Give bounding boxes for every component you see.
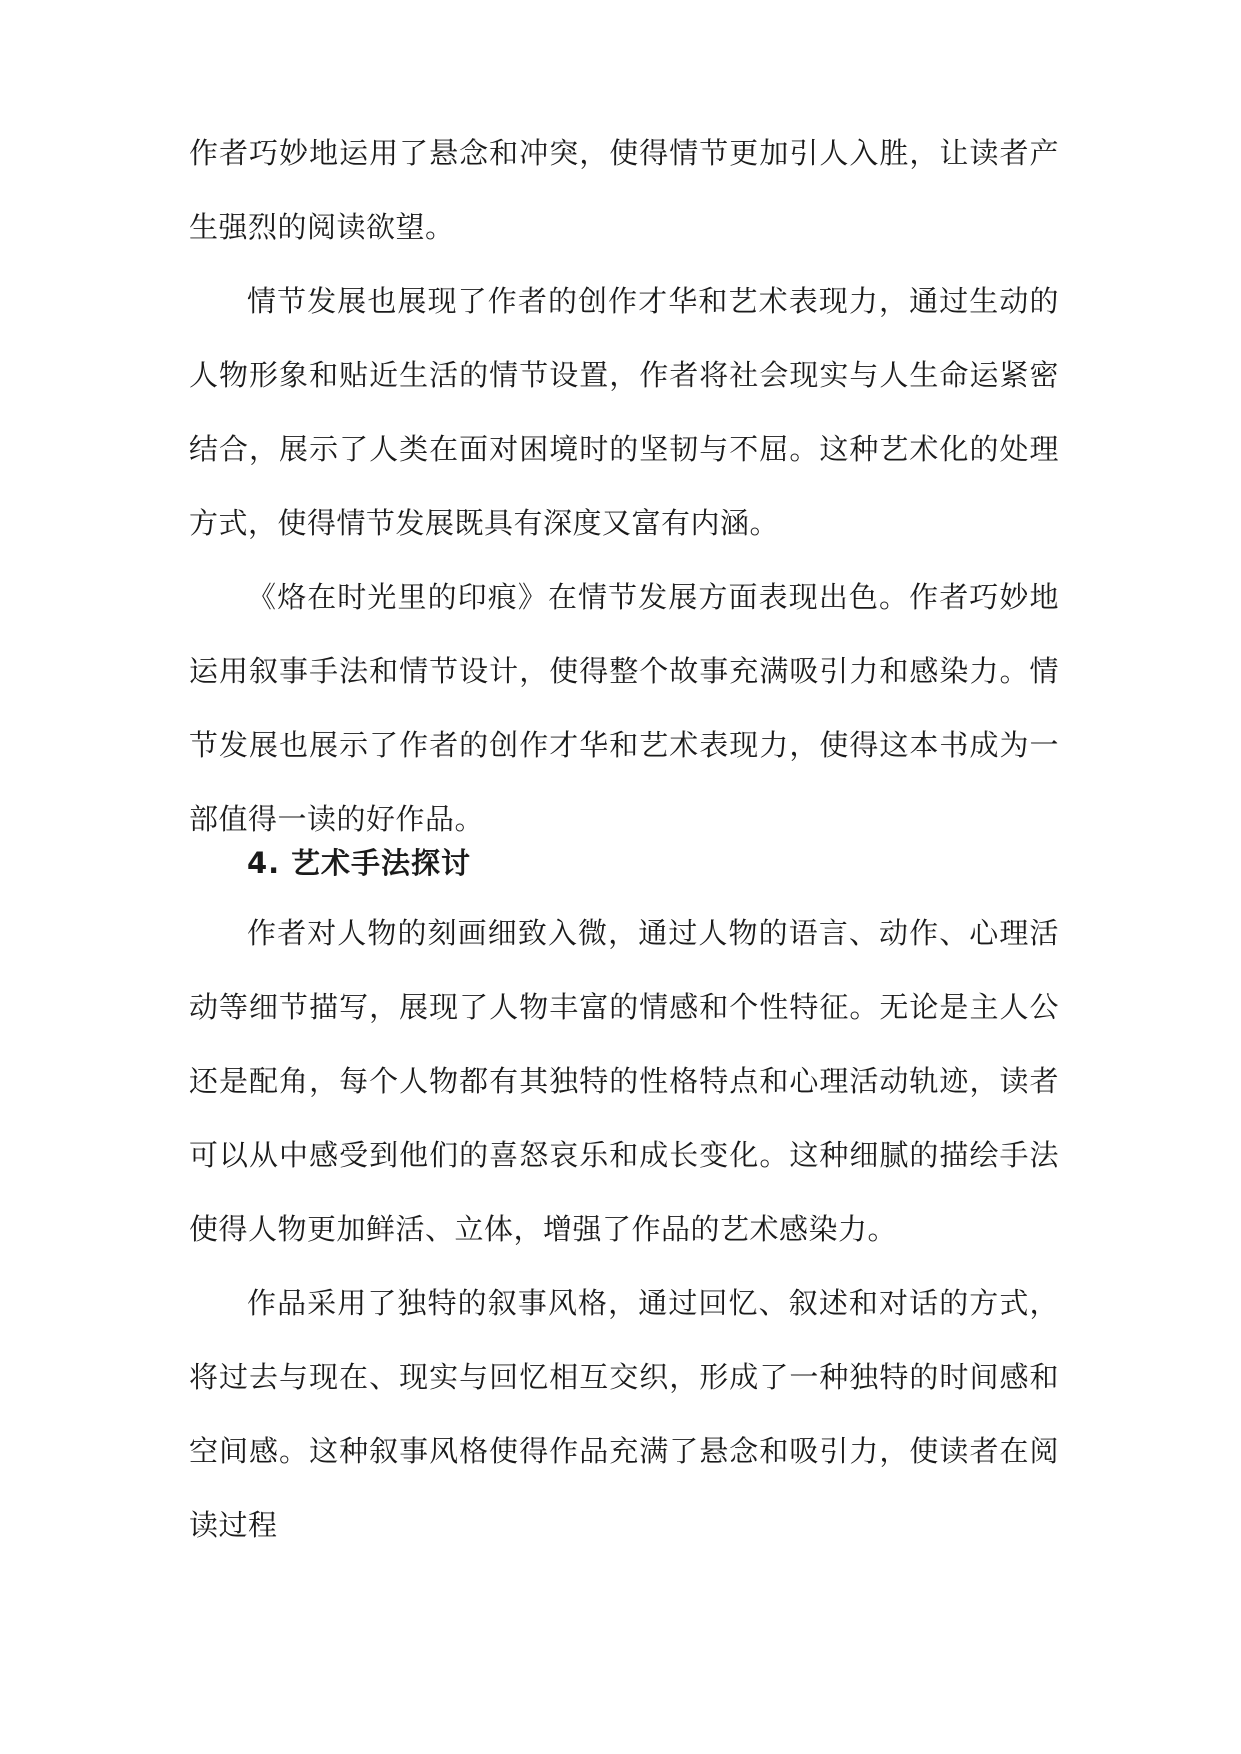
section-heading [247, 826, 471, 900]
paragraph-plot-talent: 情节发展也展现了作者的创作才华和艺术表现力，通过生动的人物形象和贴近生活的情节设置，作者将社会现实与人生命运紧密结合，展示了人类在面对困境时的坚韧与不屈。这种艺术化的处理方式，使得情节发展既具有深度又富有内涵。 [189, 284, 1059, 540]
paragraph-plot-summary: 《烙在时光里的印痕》在情节发展方面表现出色。作者巧妙地运用叙事手法和情节设计，使得整个故事充满吸引力和感染力。情节发展也展示了作者的创作才华和艺术表现力，使得这本书成为一部值得一读的好作品。 [189, 580, 1059, 836]
paragraph-narrative-style: 作品采用了独特的叙事风格，通过回忆、叙述和对话的方式，将过去与现在、现实与回忆相互交织，形成了一种独特的时间感和空间感。这种叙事风格使得作品充满了悬念和吸引力，使读者在阅读过程 [189, 1286, 1059, 1542]
paragraph-continued: 作者巧妙地运用了悬念和冲突，使得情节更加引人入胜，让读者产生强烈的阅读欲望。 [189, 136, 1059, 244]
paragraph-characterization: 作者对人物的刻画细致入微，通过人物的语言、动作、心理活动等细节描写，展现了人物丰富的情感和个性特征。无论是主人公还是配角，每个人物都有其独特的性格特点和心理活动轨迹，读者可以从中感受到他们的喜怒哀乐和成长变化。这种细腻的描绘手法使得人物更加鲜活、立体，增强了作品的艺术感染力。 [189, 916, 1059, 1246]
section-title: 艺术手法探讨 [291, 846, 472, 880]
section-number: 4. [247, 846, 281, 880]
